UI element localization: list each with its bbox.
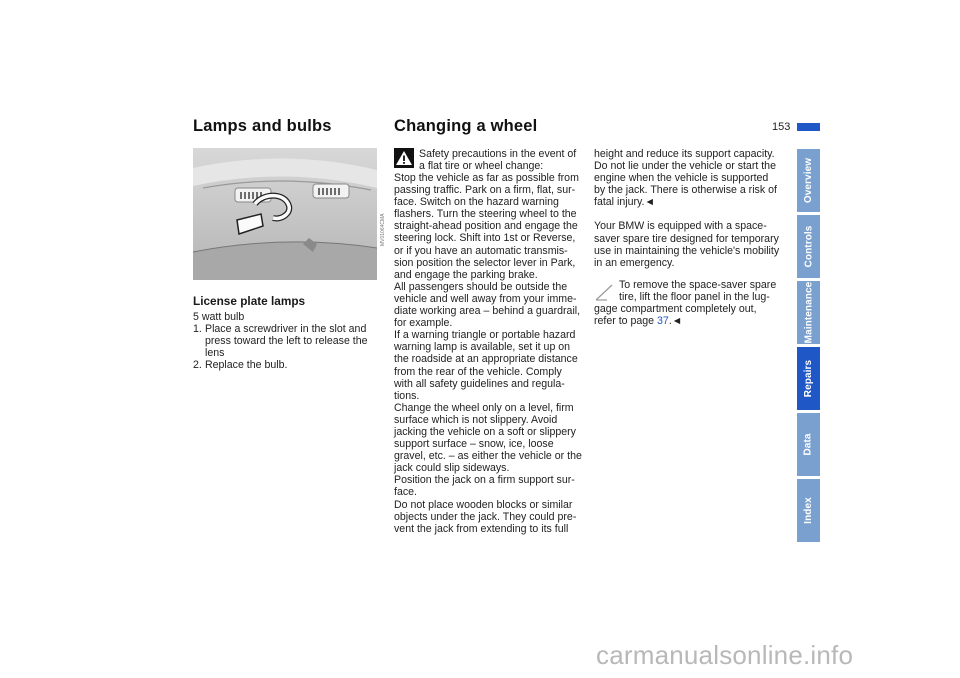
warning-icon — [394, 148, 414, 168]
page-number-bar — [797, 123, 820, 131]
footer-watermark: carmanualsonline.info — [596, 640, 854, 670]
license-heading: License plate lamps — [193, 294, 306, 308]
section-heading-wheel: Changing a wheel — [394, 117, 538, 135]
tab-maintenance[interactable]: Maintenance — [797, 281, 820, 344]
note-icon — [594, 282, 614, 302]
wheel-column-2: height and reduce its support capacity. Do not lie under the vehicle or start the engine when the vehicle is supported by the jack. There is otherwise a risk of fatal injury.◄ Your BMW is equipped with a space- saver spare tire designed for temporary use in maintaining the vehicle's mobility in an emergency. — [594, 148, 780, 269]
page-number: 153 — [772, 121, 791, 133]
tab-repairs[interactable]: Repairs — [797, 347, 820, 410]
photo-code: MV01064CMA — [380, 213, 386, 246]
note-text-indented: To remove the space-saver spare tire, lift the floor panel in the lug- — [619, 279, 777, 304]
license-section — [193, 294, 378, 371]
bulb-spec: 5 watt bulb — [193, 311, 245, 323]
tab-overview[interactable]: Overview — [797, 149, 820, 212]
note-text: gage compartment completely out, refer to page 37.◄ — [594, 303, 757, 328]
page-reference-link[interactable]: 37 — [657, 315, 669, 328]
tab-data[interactable]: Data — [797, 413, 820, 476]
tab-index[interactable]: Index — [797, 479, 820, 542]
list-item: 1. Place a screwdriver in the slot and press toward the left to release the lens — [193, 323, 368, 360]
section-heading-lamps: Lamps and bulbs — [193, 117, 332, 135]
warning-intro: Safety precautions in the event of a flat tire or wheel change: — [419, 148, 577, 173]
license-plate-lamp-photo — [193, 148, 377, 280]
list-item: 2. Replace the bulb. — [193, 359, 288, 372]
license-plate-lamp-illustration — [193, 148, 377, 280]
wheel-column-1: Stop the vehicle as far as possible from passing traffic. Park on a firm, flat, sur- face. Switch on the hazard warning flashers. Turn the steering wheel to the straight-ahead position and engage the steering lock. Shift into 1st or Reverse, or if you have an automatic transmis- sion position the selector lever in Park, and engage the parking brake. All passengers should be outside the vehicle and well away from your imme- diate working area – behind a guardrail, for example. If a warning triangle or portable hazard warning lamp is available, set it up on the roadside at an appropriate distance from the rear of the vehicle. Comply with all safety guidelines and regula- tions. Change the wheel only on a level, firm surface which is not slippery. Avoid jacking the vehicle on a soft or slippery support surface – snow, ice, loose gravel, etc. – as either the vehicle or the jack could slip sideways. Position the jack on a firm support sur- face. Do not place wooden blocks or similar objects under the jack. They could pre- vent the jack from extending to its full — [394, 172, 582, 535]
tab-controls[interactable]: Controls — [797, 215, 820, 278]
